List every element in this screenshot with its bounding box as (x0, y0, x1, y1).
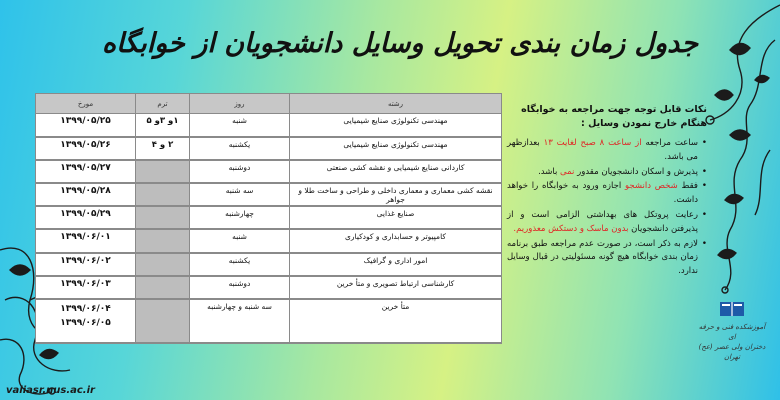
note-item (507, 166, 707, 180)
logo-line-1: آموزشکده فنی و حرفه ای (698, 323, 766, 341)
table-row (36, 206, 502, 229)
cell-day: شنبه (190, 229, 290, 252)
cell-date: ۱۳۹۹/۰۶/۰۲ (36, 253, 136, 276)
cell-date (36, 299, 136, 343)
table-row (36, 299, 502, 343)
note-item (507, 238, 707, 279)
note-text: باشد. (538, 166, 561, 177)
cell-term (136, 160, 190, 183)
note-item (507, 180, 707, 208)
book-icon (719, 300, 745, 318)
website-url: valiasr.nus.ac.ir (6, 385, 95, 396)
notes-heading: نکات قابل توجه جهت مراجعه به خوابگاه (521, 104, 707, 115)
institution-logo (698, 300, 766, 362)
cell-field: امور اداری و گرافیک (290, 253, 502, 276)
cell-term (136, 299, 190, 343)
note-text: فقط (677, 181, 698, 192)
note-text: اجازه ورود به خوابگاه را خواهد داشت. (507, 181, 698, 206)
cell-day: یکشنبه (190, 253, 290, 276)
note-text: لازم به ذکر است، در صورت عدم مراجعه طبق برنامه زمان بندی خوابگاه هیچ گونه مسئولیتی در قبال وسایل ندارد. (507, 238, 698, 277)
cell-date: ۱۳۹۹/۰۶/۰۳ (36, 276, 136, 299)
cell-field: نقشه کشی معماری و معماری داخلی و طراحی و ساخت طلا و جواهر (290, 183, 502, 206)
cell-date: ۱۳۹۹/۰۵/۲۵ (36, 114, 136, 137)
cell-term (136, 206, 190, 229)
note-highlight: شخص دانشجو (625, 181, 678, 192)
cell-date-1: ۱۳۹۹/۰۶/۰۴ (60, 304, 111, 314)
cell-day: دوشنبه (190, 160, 290, 183)
cell-date: ۱۳۹۹/۰۵/۲۹ (36, 206, 136, 229)
cell-field: مهندسی تکنولوژی صنایع شیمیایی (290, 114, 502, 137)
note-text: بعدازظهر می باشد. (507, 138, 698, 162)
table-row (36, 160, 502, 183)
header-term: ترم (136, 94, 190, 114)
table-row (36, 276, 502, 299)
cell-date-2: ۱۳۹۹/۰۶/۰۵ (60, 318, 111, 328)
cell-day: سه شنبه (190, 183, 290, 206)
cell-term: ۲ و ۴ (136, 137, 190, 160)
header-date: مورخ (36, 94, 136, 114)
cell-field: کارشناسی ارتباط تصویری و متأ خرین (290, 276, 502, 299)
cell-term (136, 253, 190, 276)
cell-field: صنایع غذایی (290, 206, 502, 229)
cell-field: مهندسی تکنولوژی صنایع شیمیایی (290, 137, 502, 160)
header-day: روز (190, 94, 290, 114)
table-header-row (36, 94, 502, 114)
cell-day: یکشنبه (190, 137, 290, 160)
cell-day: شنبه (190, 114, 290, 137)
notes-panel (507, 103, 707, 280)
note-text: پذیرش و اسکان دانشجویان مقدور (574, 166, 698, 177)
cell-date: ۱۳۹۹/۰۵/۲۸ (36, 183, 136, 206)
cell-term (136, 276, 190, 299)
table-row (36, 229, 502, 252)
cell-field: کاردانی صنایع شیمیایی و نقشه کشی صنعتی (290, 160, 502, 183)
notes-list (507, 137, 707, 279)
cell-day: سه شنبه و چهارشنبه (190, 299, 290, 343)
table-row (36, 253, 502, 276)
header-field: رشته (290, 94, 502, 114)
note-item (507, 209, 707, 237)
table-row (36, 183, 502, 206)
table-row (36, 137, 502, 160)
note-highlight: بدون ماسک و دستکش معذوریم. (513, 223, 629, 234)
logo-line-2: دختران ولی عصر (عج) (698, 343, 766, 351)
note-highlight: از ساعت ۸ صبح لغایت ۱۳ (543, 138, 642, 148)
notes-subheading: هنگام خارج نمودن وسایل : (580, 118, 707, 129)
note-text: رعایت پروتکل های بهداشتی الزامی است و از پذیرفتن دانشجویان (507, 209, 698, 234)
table-row (36, 114, 502, 137)
cell-term (136, 229, 190, 252)
page-title: جدول زمان بندی تحویل وسایل دانشجویان از خوابگاه (101, 28, 699, 59)
cell-date: ۱۳۹۹/۰۵/۲۷ (36, 160, 136, 183)
note-text: ساعت مراجعه (641, 138, 698, 148)
cell-term: ۱و ۳و ۵ (136, 114, 190, 137)
cell-field: متأ خرین (290, 299, 502, 343)
note-highlight: نمی (560, 166, 575, 177)
cell-date: ۱۳۹۹/۰۶/۰۱ (36, 229, 136, 252)
cell-day: دوشنبه (190, 276, 290, 299)
cell-day: چهارشنبه (190, 206, 290, 229)
logo-line-3: تهران (723, 353, 741, 361)
note-item (507, 137, 707, 165)
cell-term (136, 183, 190, 206)
cell-field: کامپیوتر و حسابداری و کودکیاری (290, 229, 502, 252)
schedule-table (35, 93, 502, 344)
cell-date: ۱۳۹۹/۰۵/۲۶ (36, 137, 136, 160)
